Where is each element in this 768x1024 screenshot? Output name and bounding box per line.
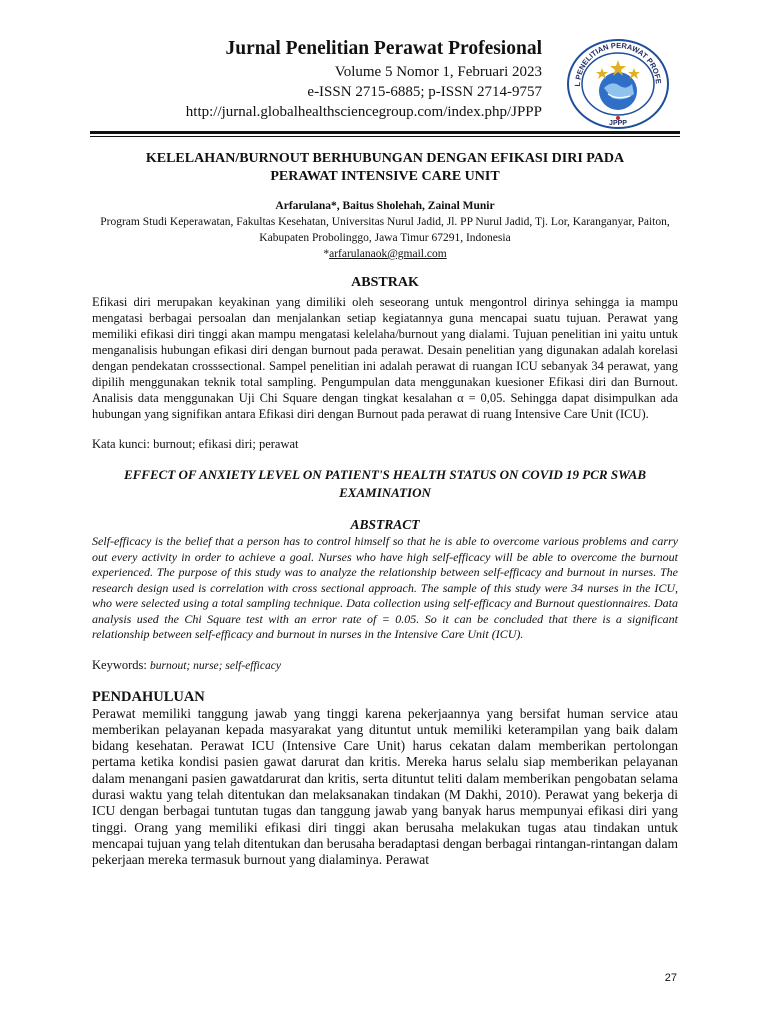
journal-volume: Volume 5 Nomor 1, Februari 2023 [334, 64, 542, 80]
page-number: 27 [664, 972, 677, 984]
abstrak-text: Efikasi diri merupakan keyakinan yang dimiliki oleh seseorang untuk mengontrol dirinya sehingga ia mampu mengatasi berbagai persoalan dan menjalankan setiap kegiatannya guna mencapai suatu tujuan. Perawat yang memiliki efikasi diri tinggi akan mampu mengatasi kelelaha/burnout yang dialami. Tujuan penelitian ini yaitu untuk menganalisis hubungan efikasi diri dengan burnout pada perawat. Desain penelitian yang digunakan adalah korelasi dengan pendekatan crosssectional. Sampel penelitian ini adalah perawat di ruangan ICU sebanyak 34 perawat, yang dipilih menggunakan teknik total sampling. Pengumpulan data menggunakan kuesioner Efikasi diri dan Burnout. Analisis data menggunakan Uji Chi Square dengan tingkat kesalahan α = 0,05. Sehingga dapat disimpulkan ada hubungan yang signifikan antara Efikasi diri dengan Burnout pada perawat di ruang Intensive Care Unit (ICU). [92, 295, 678, 421]
article-affiliation: Program Studi Keperawatan, Fakultas Kesehatan, Universitas Nurul Jadid, Jl. PP Nurul Jadid, Tj. Lor, Karanganyar, Paiton, Kabupaten Probolinggo, Jawa Timur 67291, Indonesia [100, 216, 670, 244]
english-title: EFFECT OF ANXIETY LEVEL ON PATIENT'S HEALTH STATUS ON COVID 19 PCR SWAB EXAMINATION [123, 467, 647, 500]
intro-text: Perawat memiliki tanggung jawab yang tinggi karena pekerjaannya yang bersifat human service atau memberikan pelayanan kepada masyarakat yang dituntut untuk memiliki keterampilan yang baik dalam bidang kesehatan. Perawat ICU (Intensive Care Unit) harus cekatan dalam memberikan pertolongan pertama ketika kondisi pasien gawat darurat dan kritis. Mereka harus selalu siap memberikan pelayanan dalam menangani pasien gawatdarurat dan kritis, serta dituntut teliti dalam memberikan pengobatan selama durasi waktu yang telah ditentukan dan melaksanakan tindakan (M Dakhi, 2010). Perawat yang bekerja di ICU dengan berbagai tuntutan tugas dan tanggung jawab yang banyak harus mempunyai efikasi diri yang tinggi. Orang yang memiliki efikasi diri tinggi akan berusaha melakukan tugas atau tindakan untuk mencapai tujuan yang telah ditentukan dan berusaha beradaptasi dengan berbagai rintangan-rintangan dalam pekerjaan mereka termasuk burnout yang dialaminya. Perawat [92, 705, 678, 868]
article-authors: Arfarulana*, Baitus Sholehah, Zainal Munir [275, 200, 495, 212]
article-body [92, 150, 678, 868]
abstract-text: Self-efficacy is the belief that a person has to control himself so that he is able to overcome various problems and carry out every activity in order to achieve a goal. Nurses who have high self-efficacy will be able to overcome the burnout experienced. The purpose of this study was to analyze the relationship between self-efficacy and burnout in nurses. The research design used is correlation with cross sectional approach. The sample of this study were 34 nurses in the ICU, who were selected using a total sampling technique. Data collection using self-efficacy and Burnout questionnaires. Data analysis used the Chi Square test with an error rate of = 0.05. So it can be concluded that there is a significant relationship between self-efficacy and burnout in nurses in the Intensive Care Unit (ICU). [92, 534, 678, 641]
abstract-keywords [92, 657, 678, 674]
journal-title: Jurnal Penelitian Perawat Profesional [225, 38, 542, 59]
article-title: KELELAHAN/BURNOUT BERHUBUNGAN DENGAN EFIKASI DIRI PADA PERAWAT INTENSIVE CARE UNIT [145, 151, 625, 184]
journal-logo-icon [564, 36, 672, 132]
journal-issn: e-ISSN 2715-6885; p-ISSN 2714-9757 [307, 84, 542, 100]
journal-logo [564, 36, 672, 132]
author-email-link[interactable]: arfarulanaok@gmail.com [329, 248, 447, 260]
journal-header [90, 36, 680, 126]
abstrak-heading: ABSTRAK [351, 275, 419, 290]
logo-bottom-text: JPPP [609, 120, 627, 127]
keywords-list: burnout; nurse; self-efficacy [149, 659, 281, 672]
email-prefix: * [323, 248, 330, 260]
intro-heading: PENDAHULUAN [92, 688, 205, 705]
abstrak-keywords: Kata kunci: burnout; efikasi diri; perawat [92, 437, 299, 451]
logo-arc-text: L PENELITIAN PERAWAT PROFE [572, 40, 663, 87]
author-email-line [92, 246, 678, 262]
journal-info [72, 36, 542, 122]
abstract-heading: ABSTRACT [350, 517, 420, 532]
keywords-label: Keywords: [92, 657, 150, 672]
journal-url[interactable]: http://jurnal.globalhealthsciencegroup.com/index.php/JPPP [185, 104, 542, 120]
header-rule [90, 131, 680, 134]
header-rule-thin [90, 136, 680, 137]
